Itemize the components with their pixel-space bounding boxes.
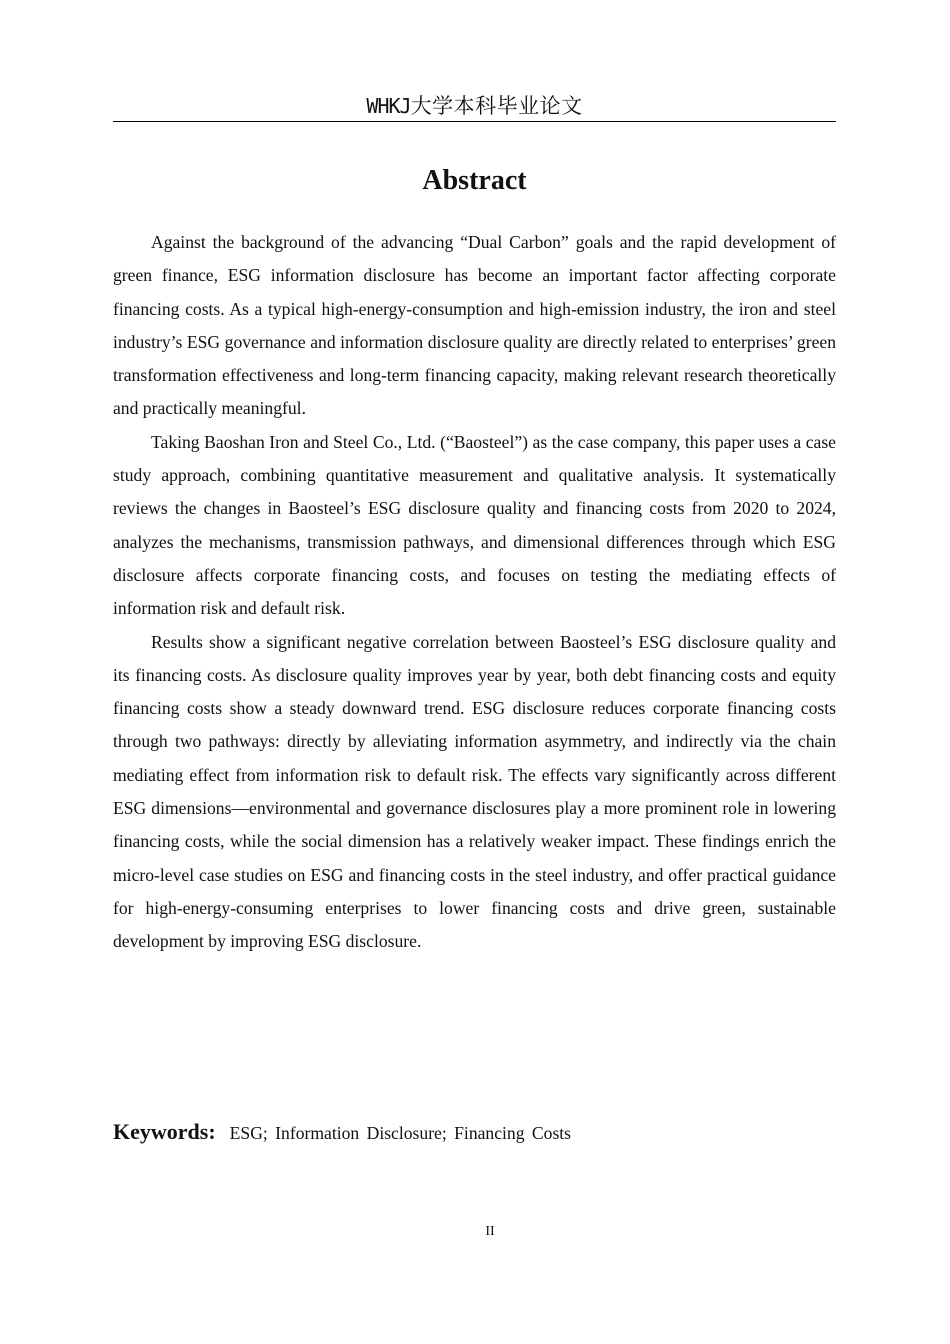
abstract-paragraph-2: Taking Baoshan Iron and Steel Co., Ltd. (“Baosteel”) as the case company, this paper uses a case study approach, combining quantitative measurement and qualitative analysis. It systematically reviews the changes in Baosteel’s ESG disclosure quality and financing costs from 2020 to 2024, analyzes the mechanisms, transmission pathways, and dimensional differences through which ESG disclosure affects corporate financing costs, and focuses on testing the mediating effects of information risk and default risk.: [113, 431, 836, 619]
abstract-body: [113, 226, 836, 959]
header-thesis-title: 大学本科毕业论文: [410, 94, 583, 118]
page-title: Abstract: [422, 165, 527, 196]
header-university-code: WHKJ: [366, 94, 411, 118]
keywords-value: ESG; Information Disclosure; Financing Costs: [229, 1123, 572, 1143]
abstract-paragraph-1: Against the background of the advancing “Dual Carbon” goals and the rapid development of green finance, ESG information disclosure has become an important factor affecting corporate financing costs. As a typical high-energy-consumption and high-emission industry, the iron and steel industry’s ESG governance and information disclosure quality are directly related to enterprises’ green transformation effectiveness and long-term financing capacity, making relevant research theoretically and practically meaningful.: [113, 232, 836, 419]
keywords-line: [113, 1114, 836, 1151]
abstract-paragraph-3: Results show a significant negative correlation between Baosteel’s ESG disclosure quality and its financing costs. As disclosure quality improves year by year, both debt financing costs and equity financing costs show a steady downward trend. ESG disclosure reduces corporate financing costs through two pathways: directly by alleviating information asymmetry, and indirectly via the chain mediating effect from information risk to default risk. The effects vary significantly across different ESG dimensions—environmental and governance disclosures play a more prominent role in lowering financing costs, while the social dimension has a relatively weaker impact. These findings enrich the micro-level case studies on ESG and financing costs in the steel industry, and offer practical guidance for high-energy-consuming enterprises to lower financing costs and drive green, sustainable development by improving ESG disclosure.: [113, 631, 836, 952]
running-header: [113, 92, 836, 120]
page-number: II: [485, 1224, 495, 1239]
header-divider: [113, 121, 836, 122]
keywords-label: Keywords:: [113, 1119, 216, 1144]
